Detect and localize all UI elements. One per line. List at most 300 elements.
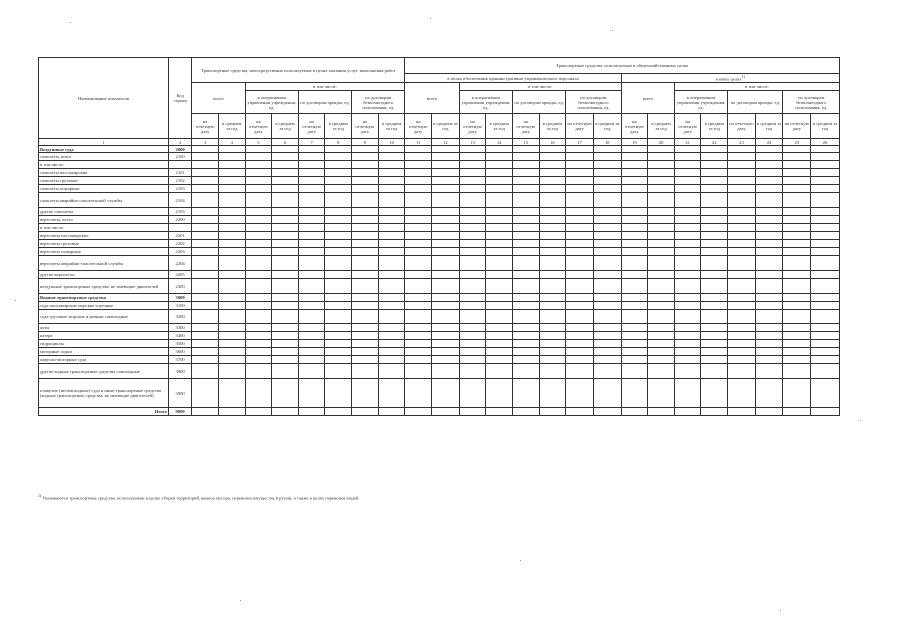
data-cell[interactable] <box>566 240 594 248</box>
data-cell[interactable] <box>701 294 728 302</box>
data-cell[interactable] <box>352 177 379 185</box>
data-cell[interactable] <box>352 294 379 302</box>
data-cell[interactable] <box>352 248 379 256</box>
data-cell[interactable] <box>648 310 675 324</box>
data-cell[interactable] <box>245 248 272 256</box>
data-cell[interactable] <box>811 232 840 240</box>
data-cell[interactable] <box>192 271 219 279</box>
data-cell[interactable] <box>539 161 566 169</box>
data-cell[interactable] <box>593 348 621 356</box>
data-cell[interactable] <box>755 310 783 324</box>
data-cell[interactable] <box>272 279 299 294</box>
data-cell[interactable] <box>811 240 840 248</box>
data-cell[interactable] <box>459 185 486 193</box>
data-cell[interactable] <box>352 256 379 271</box>
data-cell[interactable] <box>621 232 648 240</box>
data-cell[interactable] <box>701 271 728 279</box>
data-cell[interactable] <box>218 332 245 340</box>
data-cell[interactable] <box>272 208 299 216</box>
data-cell[interactable] <box>298 408 325 416</box>
data-cell[interactable] <box>783 208 811 216</box>
data-cell[interactable] <box>783 332 811 340</box>
data-cell[interactable] <box>298 356 325 364</box>
data-cell[interactable] <box>783 271 811 279</box>
data-cell[interactable] <box>539 248 566 256</box>
data-cell[interactable] <box>566 348 594 356</box>
data-cell[interactable] <box>648 408 675 416</box>
data-cell[interactable] <box>566 310 594 324</box>
data-cell[interactable] <box>539 294 566 302</box>
data-cell[interactable] <box>783 193 811 208</box>
data-cell[interactable] <box>272 169 299 177</box>
data-cell[interactable] <box>325 340 352 348</box>
data-cell[interactable] <box>648 271 675 279</box>
data-cell[interactable] <box>566 324 594 332</box>
data-cell[interactable] <box>352 216 379 224</box>
data-cell[interactable] <box>593 161 621 169</box>
data-cell[interactable] <box>245 193 272 208</box>
data-cell[interactable] <box>621 146 648 153</box>
data-cell[interactable] <box>755 153 783 161</box>
data-cell[interactable] <box>218 224 245 232</box>
data-cell[interactable] <box>755 356 783 364</box>
data-cell[interactable] <box>811 348 840 356</box>
data-cell[interactable] <box>405 340 432 348</box>
data-cell[interactable] <box>245 364 272 379</box>
data-cell[interactable] <box>701 193 728 208</box>
data-cell[interactable] <box>432 208 460 216</box>
data-cell[interactable] <box>405 271 432 279</box>
data-cell[interactable] <box>352 356 379 364</box>
data-cell[interactable] <box>593 340 621 348</box>
data-cell[interactable] <box>621 224 648 232</box>
data-cell[interactable] <box>755 324 783 332</box>
data-cell[interactable] <box>811 340 840 348</box>
data-cell[interactable] <box>728 161 756 169</box>
data-cell[interactable] <box>352 279 379 294</box>
data-cell[interactable] <box>621 302 648 310</box>
data-cell[interactable] <box>539 153 566 161</box>
data-cell[interactable] <box>272 153 299 161</box>
data-cell[interactable] <box>352 224 379 232</box>
data-cell[interactable] <box>512 240 539 248</box>
data-cell[interactable] <box>648 185 675 193</box>
data-cell[interactable] <box>566 177 594 185</box>
data-cell[interactable] <box>298 302 325 310</box>
data-cell[interactable] <box>811 193 840 208</box>
data-cell[interactable] <box>405 240 432 248</box>
data-cell[interactable] <box>783 177 811 185</box>
data-cell[interactable] <box>783 224 811 232</box>
data-cell[interactable] <box>325 185 352 193</box>
data-cell[interactable] <box>378 271 405 279</box>
data-cell[interactable] <box>674 208 701 216</box>
data-cell[interactable] <box>486 177 513 185</box>
data-cell[interactable] <box>459 161 486 169</box>
data-cell[interactable] <box>783 340 811 348</box>
data-cell[interactable] <box>245 161 272 169</box>
data-cell[interactable] <box>701 146 728 153</box>
data-cell[interactable] <box>272 185 299 193</box>
data-cell[interactable] <box>298 169 325 177</box>
data-cell[interactable] <box>486 169 513 177</box>
data-cell[interactable] <box>512 340 539 348</box>
data-cell[interactable] <box>648 161 675 169</box>
data-cell[interactable] <box>648 208 675 216</box>
data-cell[interactable] <box>245 408 272 416</box>
data-cell[interactable] <box>701 208 728 216</box>
data-cell[interactable] <box>648 348 675 356</box>
data-cell[interactable] <box>432 271 460 279</box>
data-cell[interactable] <box>811 294 840 302</box>
data-cell[interactable] <box>566 302 594 310</box>
data-cell[interactable] <box>755 271 783 279</box>
data-cell[interactable] <box>486 332 513 340</box>
data-cell[interactable] <box>378 185 405 193</box>
data-cell[interactable] <box>701 279 728 294</box>
data-cell[interactable] <box>298 224 325 232</box>
data-cell[interactable] <box>566 340 594 348</box>
data-cell[interactable] <box>621 294 648 302</box>
data-cell[interactable] <box>755 185 783 193</box>
data-cell[interactable] <box>593 356 621 364</box>
data-cell[interactable] <box>486 224 513 232</box>
data-cell[interactable] <box>298 177 325 185</box>
data-cell[interactable] <box>755 240 783 248</box>
data-cell[interactable] <box>728 248 756 256</box>
data-cell[interactable] <box>728 240 756 248</box>
data-cell[interactable] <box>783 379 811 408</box>
data-cell[interactable] <box>298 324 325 332</box>
data-cell[interactable] <box>192 208 219 216</box>
data-cell[interactable] <box>783 408 811 416</box>
data-cell[interactable] <box>378 348 405 356</box>
data-cell[interactable] <box>539 185 566 193</box>
data-cell[interactable] <box>811 248 840 256</box>
data-cell[interactable] <box>593 256 621 271</box>
data-cell[interactable] <box>432 240 460 248</box>
data-cell[interactable] <box>674 232 701 240</box>
data-cell[interactable] <box>298 271 325 279</box>
data-cell[interactable] <box>674 271 701 279</box>
data-cell[interactable] <box>459 356 486 364</box>
data-cell[interactable] <box>648 232 675 240</box>
data-cell[interactable] <box>378 294 405 302</box>
data-cell[interactable] <box>245 356 272 364</box>
data-cell[interactable] <box>648 224 675 232</box>
data-cell[interactable] <box>459 340 486 348</box>
data-cell[interactable] <box>755 248 783 256</box>
data-cell[interactable] <box>539 208 566 216</box>
data-cell[interactable] <box>352 193 379 208</box>
data-cell[interactable] <box>755 208 783 216</box>
data-cell[interactable] <box>218 216 245 224</box>
data-cell[interactable] <box>755 256 783 271</box>
data-cell[interactable] <box>405 232 432 240</box>
data-cell[interactable] <box>378 169 405 177</box>
data-cell[interactable] <box>648 193 675 208</box>
data-cell[interactable] <box>593 332 621 340</box>
data-cell[interactable] <box>405 153 432 161</box>
data-cell[interactable] <box>405 379 432 408</box>
data-cell[interactable] <box>539 279 566 294</box>
data-cell[interactable] <box>811 271 840 279</box>
data-cell[interactable] <box>352 324 379 332</box>
data-cell[interactable] <box>432 248 460 256</box>
data-cell[interactable] <box>566 169 594 177</box>
data-cell[interactable] <box>566 208 594 216</box>
data-cell[interactable] <box>298 208 325 216</box>
data-cell[interactable] <box>728 340 756 348</box>
data-cell[interactable] <box>272 240 299 248</box>
data-cell[interactable] <box>621 348 648 356</box>
data-cell[interactable] <box>621 248 648 256</box>
data-cell[interactable] <box>593 240 621 248</box>
data-cell[interactable] <box>459 248 486 256</box>
data-cell[interactable] <box>566 193 594 208</box>
data-cell[interactable] <box>566 279 594 294</box>
data-cell[interactable] <box>352 348 379 356</box>
data-cell[interactable] <box>755 224 783 232</box>
data-cell[interactable] <box>593 310 621 324</box>
data-cell[interactable] <box>352 240 379 248</box>
data-cell[interactable] <box>192 177 219 185</box>
data-cell[interactable] <box>352 185 379 193</box>
data-cell[interactable] <box>218 153 245 161</box>
data-cell[interactable] <box>325 153 352 161</box>
data-cell[interactable] <box>811 379 840 408</box>
data-cell[interactable] <box>218 240 245 248</box>
data-cell[interactable] <box>325 310 352 324</box>
data-cell[interactable] <box>272 232 299 240</box>
data-cell[interactable] <box>701 408 728 416</box>
data-cell[interactable] <box>648 364 675 379</box>
data-cell[interactable] <box>674 146 701 153</box>
data-cell[interactable] <box>701 224 728 232</box>
data-cell[interactable] <box>192 324 219 332</box>
data-cell[interactable] <box>728 356 756 364</box>
data-cell[interactable] <box>218 294 245 302</box>
data-cell[interactable] <box>218 146 245 153</box>
data-cell[interactable] <box>566 356 594 364</box>
data-cell[interactable] <box>674 177 701 185</box>
data-cell[interactable] <box>272 248 299 256</box>
data-cell[interactable] <box>728 364 756 379</box>
data-cell[interactable] <box>728 256 756 271</box>
data-cell[interactable] <box>539 169 566 177</box>
data-cell[interactable] <box>783 310 811 324</box>
data-cell[interactable] <box>218 408 245 416</box>
data-cell[interactable] <box>701 169 728 177</box>
data-cell[interactable] <box>432 302 460 310</box>
data-cell[interactable] <box>218 248 245 256</box>
data-cell[interactable] <box>486 356 513 364</box>
data-cell[interactable] <box>245 324 272 332</box>
data-cell[interactable] <box>593 232 621 240</box>
data-cell[interactable] <box>621 177 648 185</box>
data-cell[interactable] <box>512 294 539 302</box>
data-cell[interactable] <box>674 302 701 310</box>
data-cell[interactable] <box>352 153 379 161</box>
data-cell[interactable] <box>405 185 432 193</box>
data-cell[interactable] <box>539 224 566 232</box>
data-cell[interactable] <box>432 408 460 416</box>
data-cell[interactable] <box>405 279 432 294</box>
data-cell[interactable] <box>512 356 539 364</box>
data-cell[interactable] <box>192 224 219 232</box>
data-cell[interactable] <box>566 271 594 279</box>
data-cell[interactable] <box>405 302 432 310</box>
data-cell[interactable] <box>218 310 245 324</box>
data-cell[interactable] <box>512 310 539 324</box>
data-cell[interactable] <box>378 340 405 348</box>
data-cell[interactable] <box>432 364 460 379</box>
data-cell[interactable] <box>352 408 379 416</box>
data-cell[interactable] <box>218 256 245 271</box>
data-cell[interactable] <box>593 177 621 185</box>
data-cell[interactable] <box>459 294 486 302</box>
data-cell[interactable] <box>298 161 325 169</box>
data-cell[interactable] <box>298 240 325 248</box>
data-cell[interactable] <box>512 364 539 379</box>
data-cell[interactable] <box>218 379 245 408</box>
data-cell[interactable] <box>378 324 405 332</box>
data-cell[interactable] <box>405 146 432 153</box>
data-cell[interactable] <box>325 279 352 294</box>
data-cell[interactable] <box>459 177 486 185</box>
data-cell[interactable] <box>811 408 840 416</box>
data-cell[interactable] <box>621 310 648 324</box>
data-cell[interactable] <box>459 208 486 216</box>
data-cell[interactable] <box>512 248 539 256</box>
data-cell[interactable] <box>218 185 245 193</box>
data-cell[interactable] <box>298 248 325 256</box>
data-cell[interactable] <box>298 256 325 271</box>
data-cell[interactable] <box>218 340 245 348</box>
data-cell[interactable] <box>272 364 299 379</box>
data-cell[interactable] <box>405 356 432 364</box>
data-cell[interactable] <box>728 279 756 294</box>
data-cell[interactable] <box>192 356 219 364</box>
data-cell[interactable] <box>486 193 513 208</box>
data-cell[interactable] <box>245 177 272 185</box>
data-cell[interactable] <box>621 271 648 279</box>
data-cell[interactable] <box>378 279 405 294</box>
data-cell[interactable] <box>755 232 783 240</box>
data-cell[interactable] <box>512 408 539 416</box>
data-cell[interactable] <box>352 302 379 310</box>
data-cell[interactable] <box>783 248 811 256</box>
data-cell[interactable] <box>325 302 352 310</box>
data-cell[interactable] <box>811 161 840 169</box>
data-cell[interactable] <box>539 379 566 408</box>
data-cell[interactable] <box>432 153 460 161</box>
data-cell[interactable] <box>432 256 460 271</box>
data-cell[interactable] <box>218 356 245 364</box>
data-cell[interactable] <box>432 185 460 193</box>
data-cell[interactable] <box>486 256 513 271</box>
data-cell[interactable] <box>192 216 219 224</box>
data-cell[interactable] <box>192 146 219 153</box>
data-cell[interactable] <box>218 169 245 177</box>
data-cell[interactable] <box>325 332 352 340</box>
data-cell[interactable] <box>593 146 621 153</box>
data-cell[interactable] <box>621 324 648 332</box>
data-cell[interactable] <box>192 279 219 294</box>
data-cell[interactable] <box>192 240 219 248</box>
data-cell[interactable] <box>245 302 272 310</box>
data-cell[interactable] <box>486 324 513 332</box>
data-cell[interactable] <box>539 216 566 224</box>
data-cell[interactable] <box>674 408 701 416</box>
data-cell[interactable] <box>783 161 811 169</box>
data-cell[interactable] <box>245 185 272 193</box>
data-cell[interactable] <box>325 324 352 332</box>
data-cell[interactable] <box>648 294 675 302</box>
data-cell[interactable] <box>755 302 783 310</box>
data-cell[interactable] <box>674 348 701 356</box>
data-cell[interactable] <box>539 240 566 248</box>
data-cell[interactable] <box>432 348 460 356</box>
data-cell[interactable] <box>325 177 352 185</box>
data-cell[interactable] <box>701 332 728 340</box>
data-cell[interactable] <box>593 279 621 294</box>
data-cell[interactable] <box>245 240 272 248</box>
data-cell[interactable] <box>352 310 379 324</box>
data-cell[interactable] <box>701 216 728 224</box>
data-cell[interactable] <box>325 169 352 177</box>
data-cell[interactable] <box>192 248 219 256</box>
data-cell[interactable] <box>218 324 245 332</box>
data-cell[interactable] <box>783 146 811 153</box>
data-cell[interactable] <box>674 340 701 348</box>
data-cell[interactable] <box>486 348 513 356</box>
data-cell[interactable] <box>405 348 432 356</box>
data-cell[interactable] <box>566 332 594 340</box>
data-cell[interactable] <box>432 356 460 364</box>
data-cell[interactable] <box>512 153 539 161</box>
data-cell[interactable] <box>674 161 701 169</box>
data-cell[interactable] <box>539 146 566 153</box>
data-cell[interactable] <box>378 248 405 256</box>
data-cell[interactable] <box>811 216 840 224</box>
data-cell[interactable] <box>352 232 379 240</box>
data-cell[interactable] <box>512 256 539 271</box>
data-cell[interactable] <box>701 340 728 348</box>
data-cell[interactable] <box>593 193 621 208</box>
data-cell[interactable] <box>325 240 352 248</box>
data-cell[interactable] <box>272 193 299 208</box>
data-cell[interactable] <box>811 185 840 193</box>
data-cell[interactable] <box>539 364 566 379</box>
data-cell[interactable] <box>755 216 783 224</box>
data-cell[interactable] <box>674 256 701 271</box>
data-cell[interactable] <box>783 185 811 193</box>
data-cell[interactable] <box>352 332 379 340</box>
data-cell[interactable] <box>432 279 460 294</box>
data-cell[interactable] <box>272 216 299 224</box>
data-cell[interactable] <box>378 356 405 364</box>
data-cell[interactable] <box>701 310 728 324</box>
data-cell[interactable] <box>811 302 840 310</box>
data-cell[interactable] <box>512 193 539 208</box>
data-cell[interactable] <box>512 379 539 408</box>
data-cell[interactable] <box>272 161 299 169</box>
data-cell[interactable] <box>245 169 272 177</box>
data-cell[interactable] <box>674 193 701 208</box>
data-cell[interactable] <box>486 294 513 302</box>
data-cell[interactable] <box>325 356 352 364</box>
